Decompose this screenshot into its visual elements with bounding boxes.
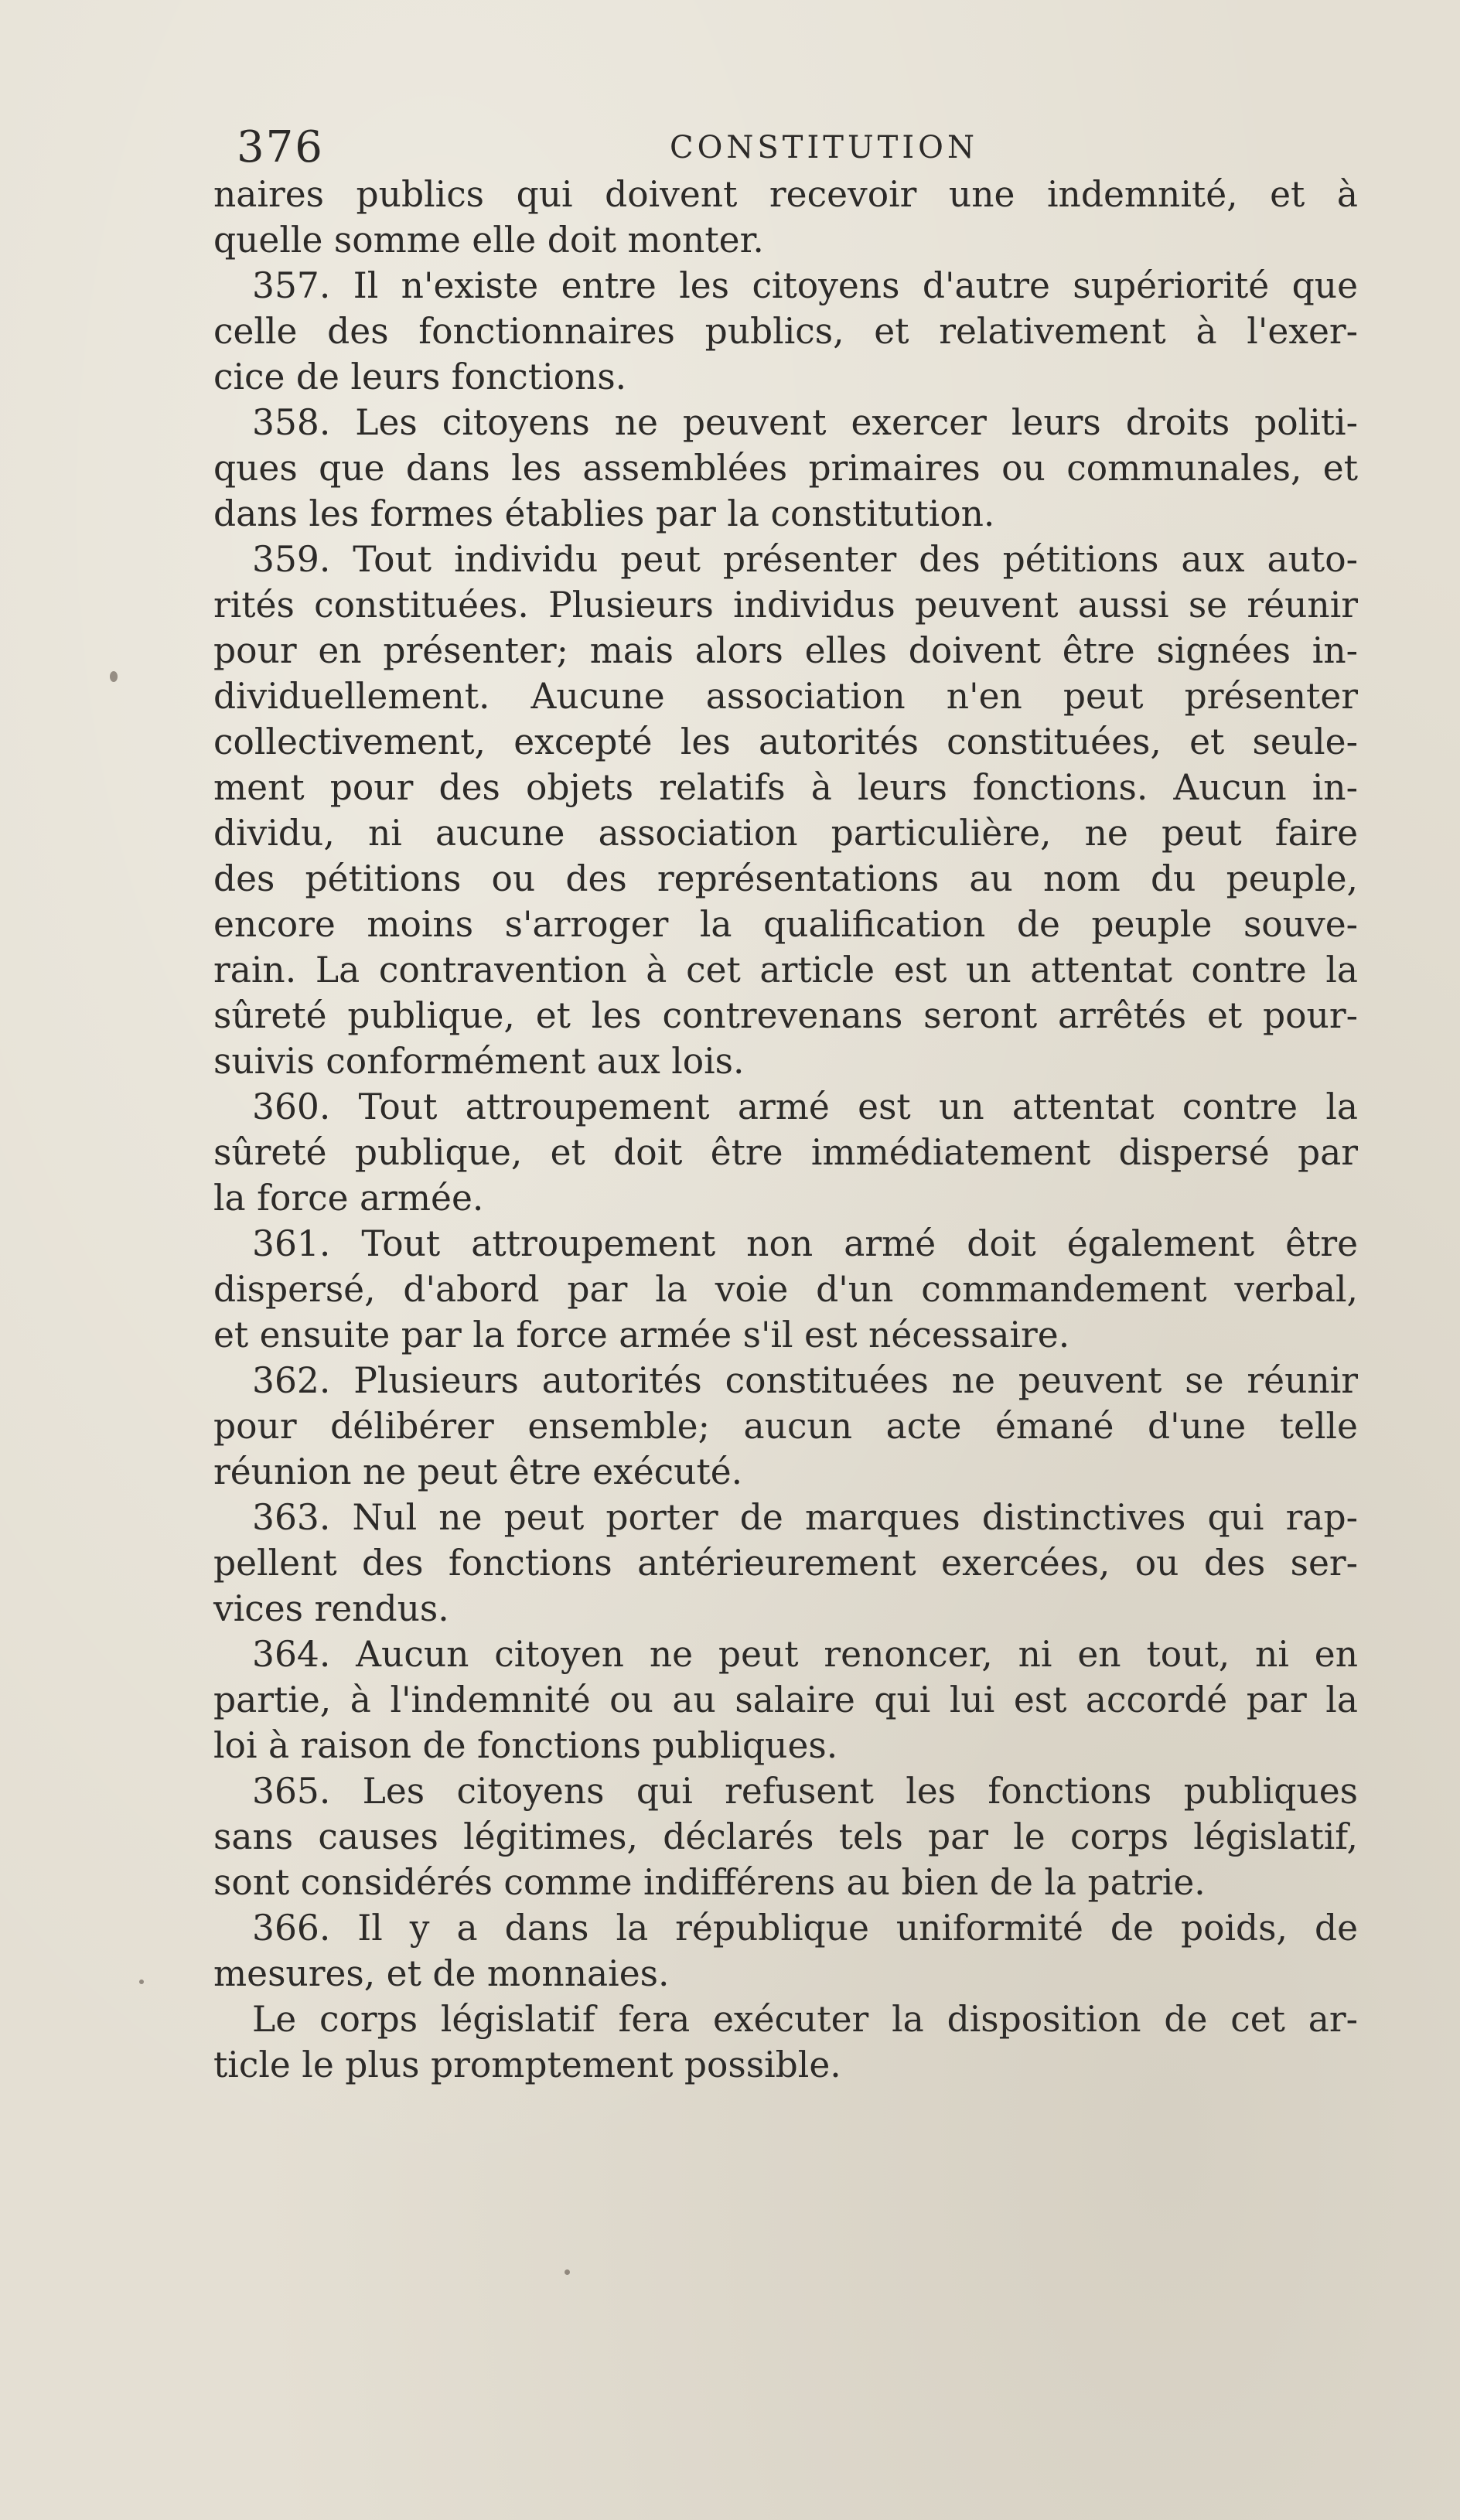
text-line: vices rendus. (213, 1588, 449, 1629)
text-line: ticle le plus promptement possible. (213, 2044, 841, 2085)
text-line: 361. Tout attroupement non armé doit également être (252, 1223, 1358, 1264)
text-line: rités constituées. Plusieurs individus peuvent aussi se réunir (213, 585, 1358, 626)
text-line: naires publics qui doivent recevoir une indemnité, et à (213, 174, 1358, 215)
text-line: mesures, et de monnaies. (213, 1953, 670, 1994)
text-line: sûreté publique, et doit être immédiatement dispersé par (213, 1132, 1358, 1173)
text-line: sont considérés comme indifférens au bien de la patrie. (213, 1862, 1206, 1903)
text-line: partie, à l'indemnité ou au salaire qui lui est accordé par la (213, 1679, 1358, 1720)
text-line: et ensuite par la force armée s'il est nécessaire. (213, 1315, 1070, 1355)
text-line: celle des fonctionnaires publics, et relativement à l'exer- (213, 311, 1358, 352)
running-title: CONSTITUTION (670, 130, 978, 165)
page-header (237, 122, 1358, 176)
text-line: sûreté publique, et les contrevenans seront arrêtés et pour- (213, 995, 1358, 1036)
text-line: collectivement, excepté les autorités constituées, et seule- (213, 721, 1358, 762)
text-line: cice de leurs fonctions. (213, 356, 627, 397)
text-line: 360. Tout attroupement armé est un attentat contre la (252, 1086, 1358, 1127)
paper-speck (565, 2269, 570, 2275)
paper-speck (110, 671, 118, 682)
text-line: dispersé, d'abord par la voie d'un commandement verbal, (213, 1269, 1358, 1310)
paper-speck (139, 1980, 144, 1984)
text-line: la force armée. (213, 1178, 484, 1219)
text-line: pour délibérer ensemble; aucun acte émané d'une telle (213, 1406, 1358, 1447)
text-line: suivis conformément aux lois. (213, 1041, 745, 1082)
text-line: dividuellement. Aucune association n'en peut présenter (213, 676, 1358, 717)
text-line: pellent des fonctions antérieurement exercées, ou des ser- (213, 1543, 1358, 1584)
page-number: 376 (237, 122, 324, 172)
text-line: 357. Il n'existe entre les citoyens d'autre supériorité que (252, 265, 1358, 306)
text-line: dividu, ni aucune association particulière, ne peut faire (213, 813, 1358, 854)
text-line: encore moins s'arroger la qualification de peuple souve- (213, 904, 1358, 945)
text-line: rain. La contravention à cet article est un attentat contre la (213, 950, 1358, 991)
text-line: réunion ne peut être exécuté. (213, 1451, 743, 1492)
text-line: 359. Tout individu peut présenter des pétitions aux auto- (252, 539, 1358, 580)
text-line: des pétitions ou des représentations au nom du peuple, (213, 858, 1358, 899)
text-line: 364. Aucun citoyen ne peut renoncer, ni en tout, ni en (252, 1634, 1358, 1675)
text-line: 363. Nul ne peut porter de marques distinctives qui rap- (252, 1497, 1358, 1538)
text-line: dans les formes établies par la constitution. (213, 493, 995, 534)
body-text (213, 172, 1358, 2088)
text-line: pour en présenter; mais alors elles doivent être signées in- (213, 630, 1358, 671)
text-line: Le corps législatif fera exécuter la disposition de cet ar- (252, 1999, 1358, 2040)
text-line: ment pour des objets relatifs à leurs fonctions. Aucun in- (213, 767, 1358, 808)
text-line: sans causes légitimes, déclarés tels par le corps législatif, (213, 1816, 1358, 1857)
text-line: 366. Il y a dans la république uniformité de poids, de (252, 1908, 1358, 1949)
text-line: 362. Plusieurs autorités constituées ne peuvent se réunir (252, 1360, 1358, 1401)
text-line: ques que dans les assemblées primaires ou communales, et (213, 448, 1358, 489)
text-line: 358. Les citoyens ne peuvent exercer leurs droits politi- (252, 402, 1358, 443)
text-line: loi à raison de fonctions publiques. (213, 1725, 838, 1766)
text-line: quelle somme elle doit monter. (213, 220, 764, 261)
text-line: 365. Les citoyens qui refusent les fonctions publiques (252, 1771, 1358, 1812)
